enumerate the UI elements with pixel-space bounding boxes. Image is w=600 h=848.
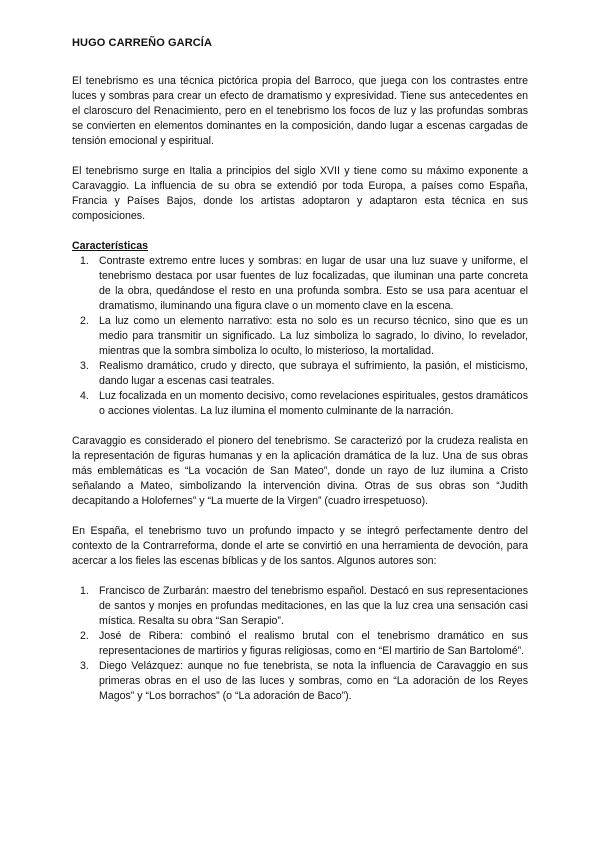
- list-item: [72, 254, 528, 314]
- list-item: [72, 659, 528, 704]
- list-number: 1.: [80, 255, 89, 267]
- list-number: 2.: [80, 315, 89, 327]
- spain-paragraph: En España, el tenebrismo tuvo un profundo impacto y se integró perfectamente dentro del contexto de la Contrarreforma, donde el arte se convirtió en una herramienta de devoción, para acercar a los fieles las escenas bíblicas y de los santos. Algunos autores son:: [72, 525, 528, 567]
- list-number: 3.: [80, 360, 89, 372]
- list-item-text: La luz como un elemento narrativo: esta no solo es un recurso técnico, sino que es un medio para transmitir un significado. La luz simboliza lo sagrado, lo divino, lo revelador, mientras que la sombra simboliza lo oculto, lo misterioso, la mortalidad.: [99, 315, 528, 357]
- list-item: [72, 314, 528, 359]
- list-item-text: José de Ribera: combinó el realismo brutal con el tenebrismo dramático en sus representaciones de martirios y figuras religiosas, como en “El martirio de San Bartolomé”.: [99, 630, 528, 657]
- list-item-text: Contraste extremo entre luces y sombras: en lugar de usar una luz suave y uniforme, el tenebrismo destaca por usar fuentes de luz focalizadas, que iluminan una parte concreta de la obra, quedándose el resto en una profunda sombra. Esto se usa para acentuar el dramatismo, iluminando una figura clave o un momento clave en la escena.: [99, 255, 528, 312]
- list-item: [72, 629, 528, 659]
- intro-paragraph-2: El tenebrismo surge en Italia a principios del siglo XVII y tiene como su máximo exponente a Caravaggio. La influencia de su obra se extendió por toda Europa, a países como España, Francia y Países Bajos, donde los artistas adoptaron y adaptaron esta técnica en sus composiciones.: [72, 165, 528, 222]
- list-item-text: Francisco de Zurbarán: maestro del tenebrismo español. Destacó en sus representaciones de santos y monjes en profundas meditaciones, en las que la luz crea una sensación casi mística. Resalta su obra “San Serapio”.: [99, 585, 528, 627]
- characteristics-heading: Características: [72, 240, 148, 252]
- list-item-text: Realismo dramático, crudo y directo, que subraya el sufrimiento, la pasión, el misticismo, dando lugar a escenas casi teatrales.: [99, 360, 528, 387]
- caravaggio-paragraph: Caravaggio es considerado el pionero del tenebrismo. Se caracterizó por la crudeza realista en la representación de figuras humanas y en la aplicación dramática de la luz. Una de sus obras más emblemáticas es “La vocación de San Mateo”, donde un rayo de luz ilumina a Cristo señalando a Mateo, simbolizando la intervención divina. Otras de sus obras son “Judith decapitando a Holofernes” y “La muerte de la Virgen” (cuadro irrespetuoso).: [72, 435, 528, 507]
- list-item: [72, 359, 528, 389]
- list-number: 3.: [80, 660, 89, 672]
- list-number: 4.: [80, 390, 89, 402]
- list-number: 1.: [80, 585, 89, 597]
- list-item: [72, 584, 528, 629]
- intro-paragraph-1: El tenebrismo es una técnica pictórica propia del Barroco, que juega con los contrastes entre luces y sombras para crear un efecto de dramatismo y expresividad. Tiene sus antecedentes en el claroscuro del Renacimiento, pero en el tenebrismo los focos de luz y las profundas sombras se convierten en elementos dominantes en la composición, dando lugar a escenas cargadas de tensión emocional y espiritual.: [72, 75, 528, 147]
- list-number: 2.: [80, 630, 89, 642]
- author-name: HUGO CARREÑO GARCÍA: [72, 37, 213, 49]
- list-item-text: Diego Velázquez: aunque no fue tenebrista, se nota la influencia de Caravaggio en sus primeras obras en el uso de las luces y sombras, como en “La adoración de los Reyes Magos” y “Los borrachos” (o “La adoración de Baco”).: [99, 660, 528, 702]
- document-page: [72, 36, 528, 704]
- authors-list: [72, 584, 528, 704]
- list-item-text: Luz focalizada en un momento decisivo, como revelaciones espirituales, gestos dramáticos o acciones violentas. La luz ilumina el momento culminante de la narración.: [99, 390, 528, 417]
- list-item: [72, 389, 528, 419]
- characteristics-list: [72, 254, 528, 419]
